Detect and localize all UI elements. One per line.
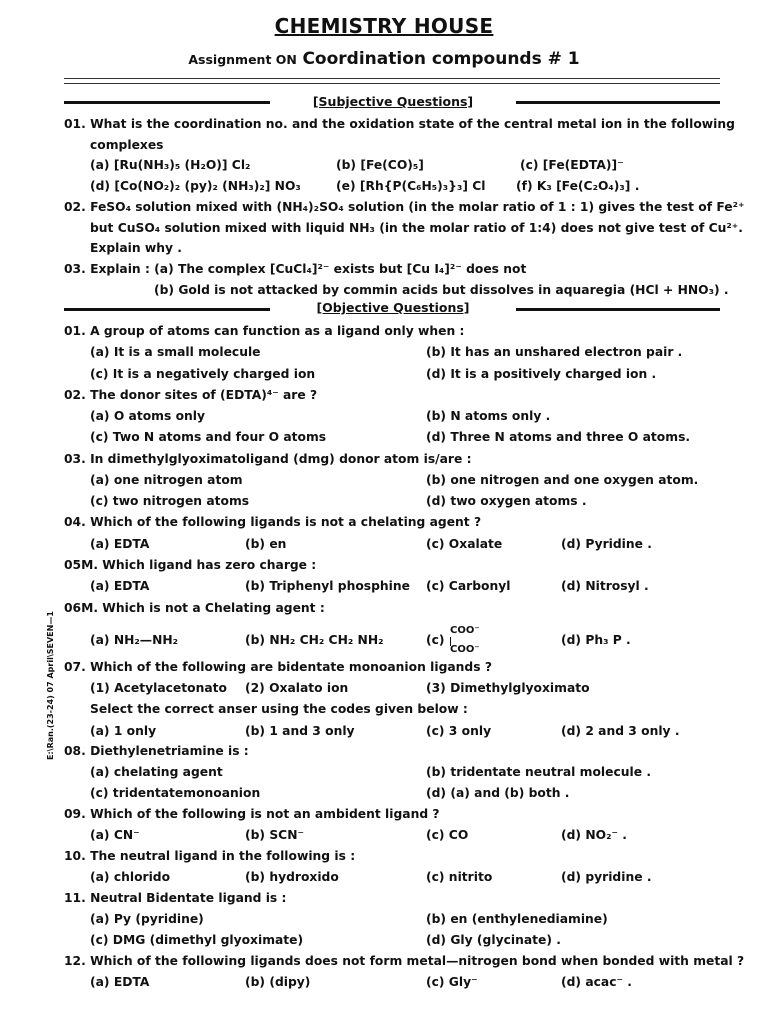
obj-q11: 11. Neutral Bidentate ligand is :	[64, 891, 287, 905]
obj-q10-b: (b) hydroxido	[245, 870, 339, 884]
obj-q5-d: (d) Nitrosyl .	[561, 579, 649, 593]
obj-q6-c: (c)	[426, 633, 445, 647]
obj-q4-c: (c) Oxalate	[426, 537, 503, 551]
obj-q11-b: (b) en (enthylenediamine)	[426, 912, 608, 926]
obj-q7-d: (d) 2 and 3 only .	[561, 724, 680, 738]
obj-q4-a: (a) EDTA	[90, 537, 150, 551]
obj-q6-b: (b) NH₂ CH₂ CH₂ NH₂	[245, 633, 384, 647]
obj-q5-a: (a) EDTA	[90, 579, 150, 593]
subj-q3-line2: (b) Gold is not attacked by commin acids but dissolves in aquaregia (HCl + HNO₃) .	[154, 283, 729, 297]
obj-q6-a: (a) NH₂—NH₂	[90, 633, 179, 647]
section-rule-left	[64, 101, 270, 104]
side-file-path: E:\Ran.(23-24) 07 April\SEVEN—1	[46, 611, 55, 760]
assignment-subtitle	[0, 49, 768, 69]
obj-q10-a: (a) chlorido	[90, 870, 171, 884]
subj-q1-c: (c) [Fe(EDTA)]⁻	[520, 158, 624, 172]
obj-q9-a: (a) CN⁻	[90, 828, 140, 842]
obj-q2-d: (d) Three N atoms and three O atoms.	[426, 430, 691, 444]
section-rule-left-2	[64, 308, 270, 311]
obj-q12-b: (b) (dipy)	[245, 975, 311, 989]
subj-q1-b: (b) [Fe(CO)₅]	[336, 158, 424, 172]
obj-q9-b: (b) SCN⁻	[245, 828, 304, 842]
obj-q8-d: (d) (a) and (b) both .	[426, 786, 570, 800]
obj-q3-d: (d) two oxygen atoms .	[426, 494, 587, 508]
subj-q1-f: (f) K₃ [Fe(C₂O₄)₃] .	[516, 179, 640, 193]
assignment-title: Coordination compounds # 1	[302, 49, 580, 69]
obj-q8-a: (a) chelating agent	[90, 765, 223, 779]
obj-q12-d: (d) acac⁻ .	[561, 975, 632, 989]
obj-q4-b: (b) en	[245, 537, 287, 551]
obj-q3-a: (a) one nitrogen atom	[90, 473, 243, 487]
obj-q10: 10. The neutral ligand in the following is :	[64, 849, 356, 863]
obj-q10-d: (d) pyridine .	[561, 870, 652, 884]
obj-q2-c: (c) Two N atoms and four O atoms	[90, 430, 327, 444]
subj-q1-a: (a) [Ru(NH₃)₅ (H₂O)] Cl₂	[90, 158, 251, 172]
obj-q7-a: (a) 1 only	[90, 724, 157, 738]
obj-q4: 04. Which of the following ligands is not a chelating agent ?	[64, 515, 482, 529]
subj-q3-line1: 03. Explain : (a) The complex [CuCl₄]²⁻ exists but [Cu I₄]²⁻ does not	[64, 262, 527, 276]
page-title: CHEMISTRY HOUSE	[274, 14, 494, 38]
subj-q2-line1: 02. FeSO₄ solution mixed with (NH₄)₂SO₄ solution (in the molar ratio of 1 : 1) gives the test of Fe²⁺	[64, 200, 745, 214]
obj-q2-b: (b) N atoms only .	[426, 409, 551, 423]
obj-q3-b: (b) one nitrogen and one oxygen atom.	[426, 473, 699, 487]
obj-q7-2: (2) Oxalato ion	[245, 681, 349, 695]
obj-q1-d: (d) It is a positively charged ion .	[426, 367, 657, 381]
obj-q6: 06M. Which is not a Chelating agent :	[64, 601, 325, 615]
obj-q7-instruction: Select the correct anser using the codes given below :	[90, 702, 468, 716]
subj-q1-line1: 01. What is the coordination no. and the oxidation state of the central metal ion in the following	[64, 117, 735, 131]
subj-q1-line2: complexes	[90, 138, 164, 152]
obj-q5-b: (b) Triphenyl phosphine	[245, 579, 410, 593]
obj-q9: 09. Which of the following is not an ambident ligand ?	[64, 807, 440, 821]
subj-q2-line3: Explain why .	[90, 241, 182, 255]
obj-q8: 08. Diethylenetriamine is :	[64, 744, 249, 758]
obj-q4-d: (d) Pyridine .	[561, 537, 652, 551]
obj-q1-a: (a) It is a small molecule	[90, 345, 261, 359]
section-rule-right-2	[516, 308, 720, 311]
obj-q11-d: (d) Gly (glycinate) .	[426, 933, 561, 947]
obj-q9-d: (d) NO₂⁻ .	[561, 828, 627, 842]
obj-q11-c: (c) DMG (dimethyl glyoximate)	[90, 933, 304, 947]
subj-q1-e: (e) [Rh{P(C₆H₅)₃}₃] Cl	[336, 179, 486, 193]
obj-q9-c: (c) CO	[426, 828, 469, 842]
obj-q1: 01. A group of atoms can function as a ligand only when :	[64, 324, 465, 338]
section-rule-right	[516, 101, 720, 104]
obj-q10-c: (c) nitrito	[426, 870, 493, 884]
obj-q12-c: (c) Gly⁻	[426, 975, 478, 989]
obj-q2: 02. The donor sites of (EDTA)⁴⁻ are ?	[64, 388, 318, 402]
oxalate-top: COO⁻	[450, 625, 480, 636]
subj-q2-line2: but CuSO₄ solution mixed with liquid NH₃ (in the molar ratio of 1:4) does not give test of Cu²⁺.	[90, 221, 743, 235]
obj-q3-c: (c) two nitrogen atoms	[90, 494, 250, 508]
obj-q7-3: (3) Dimethylglyoximato	[426, 681, 590, 695]
oxalate-bottom: COO⁻	[450, 644, 480, 655]
obj-q7: 07. Which of the following are bidentate monoanion ligands ?	[64, 660, 492, 674]
obj-q7-1: (1) Acetylacetonato	[90, 681, 227, 695]
obj-q12: 12. Which of the following ligands does not form metal—nitrogen bond when bonded with metal ?	[64, 954, 745, 968]
obj-q7-c: (c) 3 only	[426, 724, 492, 738]
obj-q6-d: (d) Ph₃ P .	[561, 633, 631, 647]
obj-q1-b: (b) It has an unshared electron pair .	[426, 345, 683, 359]
obj-q5-c: (c) Carbonyl	[426, 579, 511, 593]
assignment-prefix: Assignment ON	[188, 52, 297, 67]
obj-q5: 05M. Which ligand has zero charge :	[64, 558, 317, 572]
obj-q2-a: (a) O atoms only	[90, 409, 206, 423]
obj-q1-c: (c) It is a negatively charged ion	[90, 367, 316, 381]
section-objective: [Objective Questions]	[316, 300, 470, 315]
section-subjective: [Subjective Questions]	[312, 94, 474, 109]
double-divider	[64, 78, 720, 84]
obj-q8-c: (c) tridentatemonoanion	[90, 786, 261, 800]
obj-q3: 03. In dimethylglyoximatoligand (dmg) donor atom is/are :	[64, 452, 472, 466]
obj-q12-a: (a) EDTA	[90, 975, 150, 989]
subj-q1-d: (d) [Co(NO₂)₂ (py)₂ (NH₃)₂] NO₃	[90, 179, 301, 193]
obj-q8-b: (b) tridentate neutral molecule .	[426, 765, 652, 779]
obj-q11-a: (a) Py (pyridine)	[90, 912, 204, 926]
obj-q7-b: (b) 1 and 3 only	[245, 724, 355, 738]
